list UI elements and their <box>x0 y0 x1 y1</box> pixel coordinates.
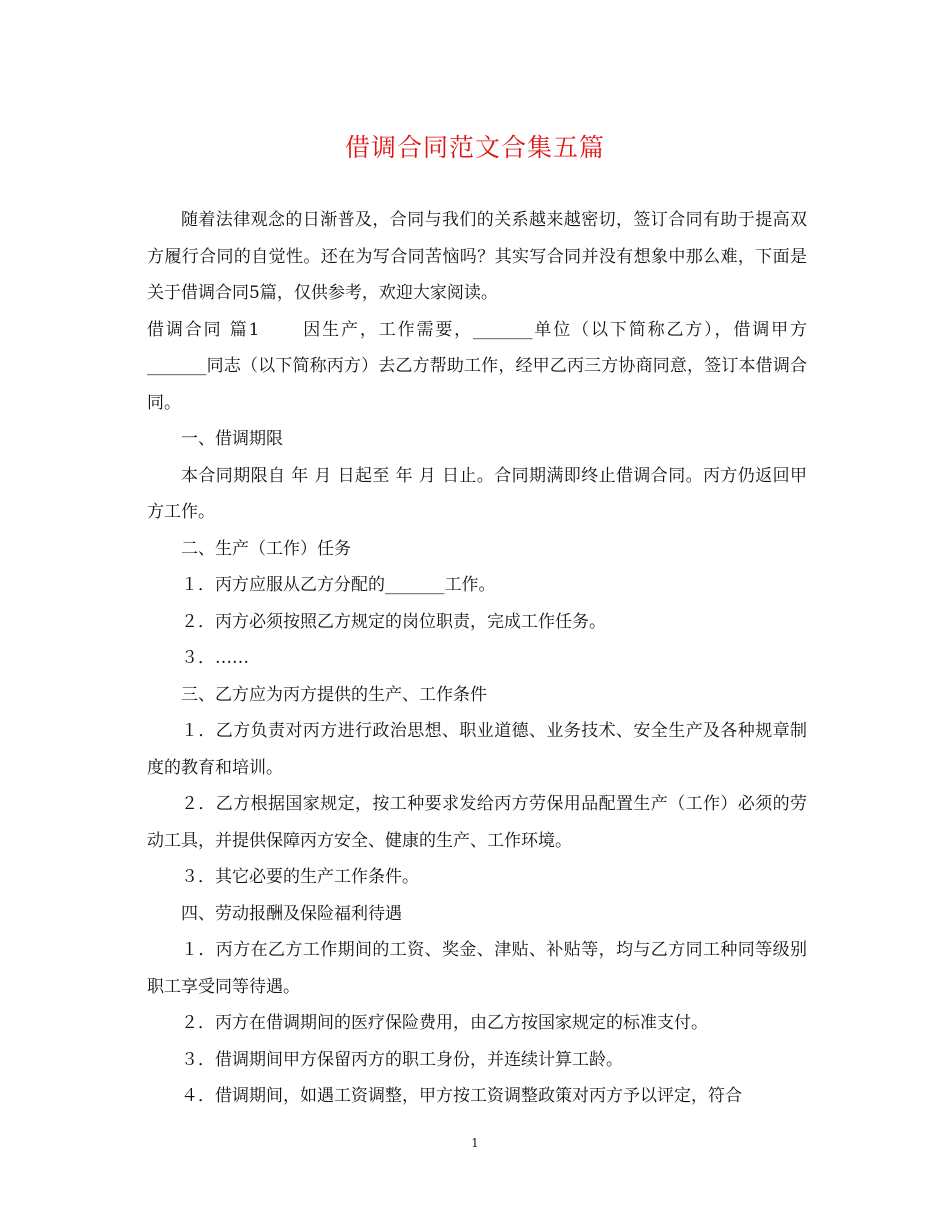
section-1-paragraph <box>147 312 807 422</box>
clause-item: １．丙方在乙方工作期间的工资、奖金、津贴、补贴等，均与乙方同工种同等级别职工享受同等待遇。 <box>147 940 807 997</box>
clause-item: ３．借调期间甲方保留丙方的职工身份，并连续计算工龄。 <box>181 1049 623 1070</box>
section-1-text: 因生产，工作需要，_______单位（以下简称乙方），借调甲方_______同志（以下简称丙方）去乙方帮助工作，经甲乙丙三方协商同意，签订本借调合同。 <box>147 319 807 413</box>
document-title: 借调合同范文合集五篇 <box>344 133 605 162</box>
document-body <box>147 202 807 1115</box>
clause-item: ２．丙方必须按照乙方规定的岗位职责，完成工作任务。 <box>181 611 606 632</box>
clause-item: ３．…… <box>181 648 249 668</box>
clause-item: ４．借调期间，如遇工资调整，甲方按工资调整政策对丙方予以评定，符合 <box>181 1086 742 1106</box>
clause-heading: 三、乙方应为丙方提供的生产、工作条件 <box>181 684 487 705</box>
clause-item: １．丙方应服从乙方分配的_______工作。 <box>181 575 496 595</box>
clause-item: １．乙方负责对丙方进行政治思想、职业道德、业务技术、安全生产及各种规章制度的教育和培训。 <box>147 721 807 778</box>
page-number: 1 <box>471 1136 479 1150</box>
clause-item: ２．乙方根据国家规定，按工种要求发给丙方劳保用品配置生产（工作）必须的劳动工具，并提供保障丙方安全、健康的生产、工作环境。 <box>147 794 807 851</box>
intro-paragraph: 随着法律观念的日渐普及，合同与我们的关系越来越密切，签订合同有助于提高双方履行合同的自觉性。还在为写合同苦恼吗？其实写合同并没有想象中那么难，下面是关于借调合同5篇，仅供参考，欢迎大家阅读。 <box>147 210 807 303</box>
section-1-heading: 借调合同 篇1 <box>147 319 260 340</box>
clause-paragraph: 本合同期限自 年 月 日起至 年 月 日止。合同期满即终止借调合同。丙方仍返回甲方工作。 <box>147 465 807 522</box>
clause-item: ２．丙方在借调期间的医疗保险费用，由乙方按国家规定的标准支付。 <box>181 1013 708 1033</box>
clause-heading: 四、劳动报酬及保险福利待遇 <box>181 903 402 924</box>
clause-heading: 一、借调期限 <box>181 429 283 449</box>
clause-item: ３．其它必要的生产工作条件。 <box>181 867 419 887</box>
clause-heading: 二、生产（工作）任务 <box>181 538 351 559</box>
